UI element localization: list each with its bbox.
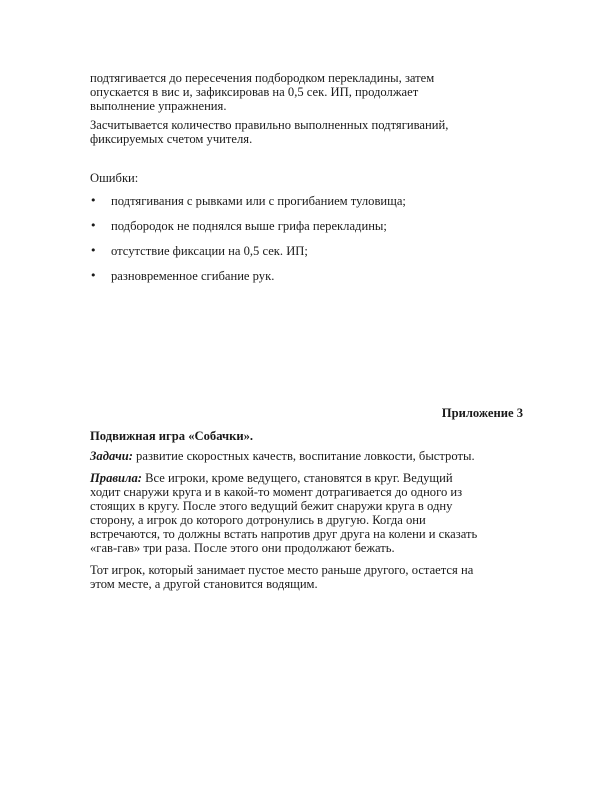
bullet-icon: • <box>90 244 97 257</box>
text-line: этом месте, а другой становится водящим. <box>90 577 318 591</box>
list-item <box>90 269 535 283</box>
list-item-text: отсутствие фиксации на 0,5 сек. ИП; <box>111 244 308 258</box>
rules-label: Правила: <box>90 471 142 485</box>
text-line: сторону, а игрок до которого дотронулись в другую. Когда они <box>90 513 426 527</box>
list-item <box>90 194 535 208</box>
exercise-description <box>90 71 535 113</box>
appendix-label: Приложение 3 <box>441 406 523 420</box>
text-line: опускается в вис и, зафиксировав на 0,5 сек. ИП, продолжает <box>90 85 419 99</box>
outcome-paragraph <box>90 563 535 591</box>
text-line: «гав-гав» три раза. После этого они продолжают бежать. <box>90 541 395 555</box>
bullet-icon: • <box>90 219 97 232</box>
text-line: фиксируемых счетом учителя. <box>90 132 253 146</box>
errors-heading: Ошибки: <box>90 171 139 185</box>
text-line: ходит снаружи круга и в какой-то момент дотрагивается до одного из <box>90 485 463 499</box>
tasks-text: развитие скоростных качеств, воспитание ловкости, быстроты. <box>132 449 475 463</box>
tasks-label: Задачи: <box>90 449 133 463</box>
list-item-text: подбородок не поднялся выше грифа перекладины; <box>111 219 387 233</box>
bullet-icon: • <box>90 194 97 207</box>
scoring-paragraph <box>90 118 535 146</box>
text-line: выполнение упражнения. <box>90 99 227 113</box>
list-item-text: подтягивания с рывками или с прогибанием туловища; <box>111 194 406 208</box>
text-line: Засчитывается количество правильно выполненных подтягиваний, <box>90 118 449 132</box>
text-line: Тот игрок, который занимает пустое место раньше другого, остается на <box>90 563 474 577</box>
list-item <box>90 244 535 258</box>
text-line: стоящих в кругу. После этого ведущий бежит снаружи круга в одну <box>90 499 453 513</box>
text-line: встречаются, то должны встать напротив друг друга на колени и сказать <box>90 527 478 541</box>
bullet-icon: • <box>90 269 97 282</box>
list-item <box>90 219 535 233</box>
errors-list <box>90 194 535 294</box>
text-line: подтягивается до пересечения подбородком перекладины, затем <box>90 71 435 85</box>
list-item-text: разновременное сгибание рук. <box>111 269 275 283</box>
rules-text: Все игроки, кроме ведущего, становятся в круг. Ведущий <box>141 471 453 485</box>
tasks-paragraph <box>90 449 535 463</box>
rules-paragraph <box>90 471 535 555</box>
game-title: Подвижная игра «Собачки». <box>90 429 254 443</box>
